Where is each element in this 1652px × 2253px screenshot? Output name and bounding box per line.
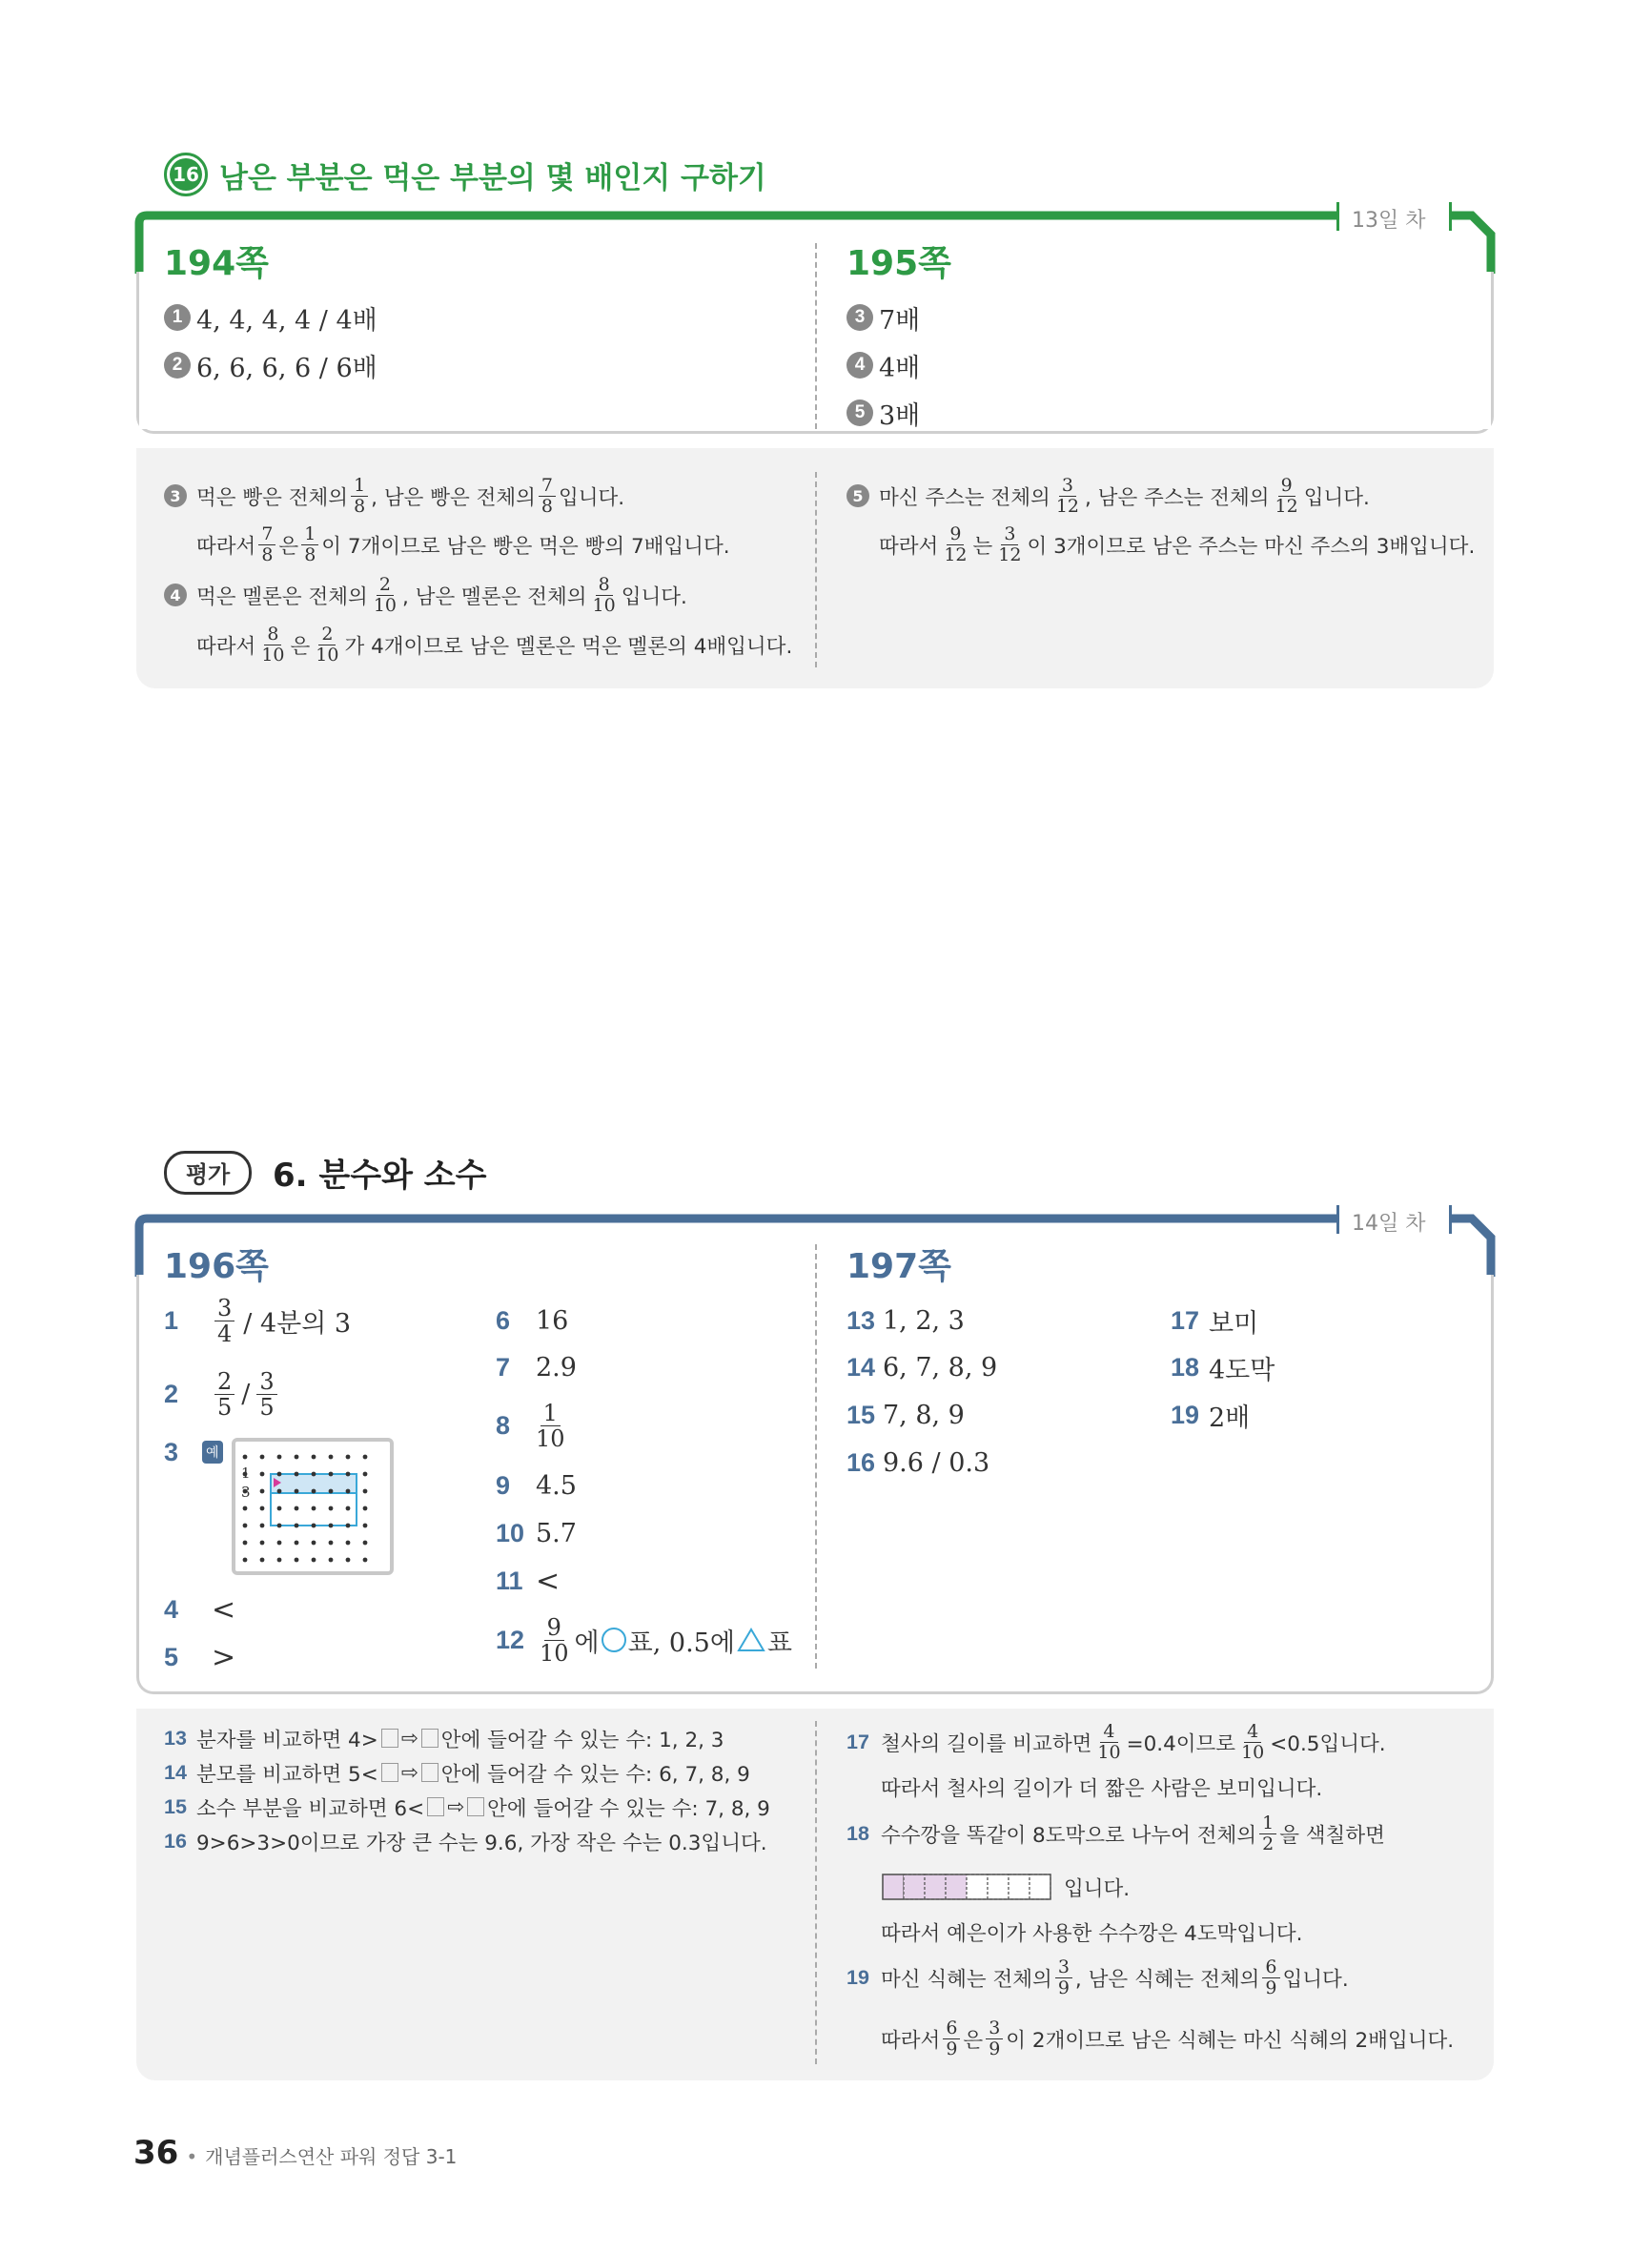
grid-dot [295,1558,299,1563]
grid-dot [277,1558,282,1563]
answers-left-16 [164,298,377,384]
grid-dot [243,1524,248,1528]
eval-answer-6: 6 16 [496,1305,569,1336]
grid-dot [277,1524,282,1528]
grid-dot [277,1472,282,1477]
page-label-194: 194쪽 [164,244,269,283]
eval-badge: 평가 [164,1151,252,1195]
grid-dot [346,1506,351,1511]
eval-answer-9: 9 4.5 [496,1470,577,1501]
explanation-17: 17 철사의 길이를 비교하면 $\frac{4}{10}$ =0.4이므로 $\frac{4}{10}$ <0.5입니다. [846,1720,1386,1763]
grid-dot [260,1558,265,1563]
answer-2: 2 6, 6, 6, 6 / 6배 [164,346,377,384]
grid-dot [243,1455,248,1460]
bar-segment [925,1874,946,1899]
stick-bar-figure [881,1872,1064,1902]
eval-answer-19: 19 2배 [1171,1400,1251,1433]
footer: 36 • 개념플러스연산 파워 정답 3-1 [133,2134,458,2172]
grid-dot [363,1489,368,1494]
grid-dot [312,1558,316,1563]
grid-dot [329,1524,334,1528]
circle-icon [602,1628,626,1652]
bar-segment [946,1874,967,1899]
day-label: 14일 차 [1352,1212,1426,1236]
page-number: 36 [133,2134,179,2172]
grid-dot [363,1455,368,1460]
bar-segment [883,1874,904,1899]
bar-segment [988,1874,1009,1899]
explanation-14: 14 분모를 비교하면 5< ⇨ 안에 들어갈 수 있는 수: 6, 7, 8, 9 [164,1760,750,1787]
answer-5: 5 3배 [846,394,920,432]
grid-dot [346,1455,351,1460]
eval-answer-16: 16 9.6 / 0.3 [846,1447,990,1478]
grid-dot [329,1472,334,1477]
eval-answer-17: 17 보미 [1171,1305,1259,1339]
grid-dot [277,1455,282,1460]
eval-answer-11: 11 < [496,1564,561,1598]
dot-grid-figure: 1 3 [232,1438,394,1575]
answer-3: 3 7배 [846,298,920,337]
eval-answer-5: 5 > [164,1640,236,1674]
grid-dot [346,1541,351,1546]
grid-dot [243,1506,248,1511]
grid-dot [312,1506,316,1511]
grid-dot [295,1524,299,1528]
bar-segment [904,1874,925,1899]
answers-right-16 [846,298,920,432]
eval-answer-2: 2 $\frac{2}{5}$ / $\frac{3}{5}$ [164,1375,280,1413]
grid-dot [277,1541,282,1546]
grid-dot [260,1472,265,1477]
grid-dot [295,1489,299,1494]
dot-grid [235,1442,390,1571]
eval-answer-1: 1 $\frac{3}{4}$ / 4분의 3 [164,1294,352,1347]
grid-dot [329,1541,334,1546]
eval-answer-13: 13 1, 2, 3 [846,1305,965,1336]
grid-dot [329,1455,334,1460]
grid-dot [243,1558,248,1563]
grid-dot [312,1524,316,1528]
grid-dot [329,1558,334,1563]
eval-answer-3: 3 예 [164,1433,223,1471]
grid-dot [260,1489,265,1494]
answer-4: 4 4배 [846,346,920,384]
grid-dot [329,1489,334,1494]
grid-dot [260,1524,265,1528]
grid-dot [295,1455,299,1460]
eval-title: 6. 분수와 소수 [273,1157,487,1195]
answer-1: 1 4, 4, 4, 4 / 4배 [164,298,377,337]
grid-dot [295,1541,299,1546]
grid-dot [312,1541,316,1546]
explanations-17-19: 17 철사의 길이를 비교하면 $\frac{4}{10}$ =0.4이므로 $\frac{4}{10}$ <0.5입니다. 따라서 철사의 길이가 더 짧은 사람은 보미입니다. 18 수수깡을 똑같이 8도막으로 나누어 전체의 $\frac{1}{2}$ 을 색칠하면 입니다. 따라서 예은이가 사용한 수수깡은 4도막입니다. 19 마신 식혜는 전체의 $\frac{3}{9}$ , 남은 식혜는 전체의 $\frac{6}{9}$ 입니다. 따라서 $\frac{6}{9}$ 은 $\frac{3}{9}$ 이 2개이므로 남은 식혜는 마신 식혜의 2배입니다. [846,1716,1454,2073]
eval-answer-10: 10 5.7 [496,1518,577,1548]
bar-segment [967,1874,988,1899]
page-label-196: 196쪽 [164,1247,269,1286]
grid-dot [260,1506,265,1511]
eval-header [164,1149,486,1196]
grid-dot [363,1506,368,1511]
grid-dot [277,1489,282,1494]
grid-dot [346,1524,351,1528]
grid-dot [363,1524,368,1528]
bar-segment [1030,1874,1050,1899]
explanation-18: 18 수수깡을 똑같이 8도막으로 나누어 전체의 $\frac{1}{2}$ 을 색칠하면 [846,1812,1385,1854]
explanation-13: 13 분자를 비교하면 4> ⇨ 안에 들어갈 수 있는 수: 1, 2, 3 [164,1726,724,1752]
grid-dot [312,1472,316,1477]
triangle-icon [737,1628,765,1652]
bar-segment [1009,1874,1030,1899]
grid-dot [346,1558,351,1563]
eval-answer-14: 14 6, 7, 8, 9 [846,1352,998,1383]
grid-dot [277,1506,282,1511]
section-title: 남은 부분은 먹은 부분의 몇 배인지 구하기 [219,160,766,195]
eval-answer-7: 7 2.9 [496,1352,577,1383]
explanation-3: 3 먹은 빵은 전체의 $\frac{1}{8}$ , 남은 빵은 전체의 $\frac{7}{8}$ 입니다. 따라서 $\frac{7}{8}$ 은 $\frac{1}{8}$ 이 7개이므로 남은 빵은 먹은 빵의 7배입니다. [164,472,730,569]
eval-answer-18: 18 4도막 [1171,1352,1275,1385]
grid-dot [363,1558,368,1563]
eval-answer-8: 8 $\frac{1}{10}$ [496,1399,565,1452]
explanation-4: 4 먹은 멜론은 전체의 $\frac{2}{10}$ , 남은 멜론은 전체의 $\frac{8}{10}$ 입니다. 따라서 $\frac{8}{10}$ 은 $\frac{2}{10}$ 가 4개이므로 남은 멜론은 먹은 멜론의 4배입니다. [164,570,792,669]
grid-dot [260,1541,265,1546]
explanations-13-16 [164,1721,770,1858]
grid-dot [363,1472,368,1477]
explanation-16: 16 9>6>3>0이므로 가장 큰 수는 9.6, 가장 작은 수는 0.3입니다. [164,1829,767,1855]
grid-dot [312,1489,316,1494]
section-badge: 16 [164,153,208,196]
divider [815,243,817,429]
grid-dot [329,1506,334,1511]
page-label-195: 195쪽 [846,244,951,283]
eval-answer-4: 4 < [164,1592,236,1627]
section-16-header [164,153,766,196]
grid-dot [346,1472,351,1477]
eval-answer-12: 12 $\frac{9}{10}$ 에 표, 0.5에 표 [496,1613,793,1667]
grid-dot [312,1455,316,1460]
grid-dot [295,1506,299,1511]
eval-answer-15: 15 7, 8, 9 [846,1400,965,1430]
explanation-19: 19 마신 식혜는 전체의 $\frac{3}{9}$ , 남은 식혜는 전체의 $\frac{6}{9}$ 입니다. [846,1956,1349,1998]
page-label-197: 197쪽 [846,1247,951,1286]
grid-dot [363,1541,368,1546]
grid-dot [346,1489,351,1494]
grid-dot [243,1541,248,1546]
grid-dot [295,1472,299,1477]
explanation-5: 5 마신 주스는 전체의 $\frac{3}{12}$ , 남은 주스는 전체의 $\frac{9}{12}$ 입니다. 따라서 $\frac{9}{12}$ 는 $\frac{3}{12}$ 이 3개이므로 남은 주스는 마신 주스의 3배입니다. [846,472,1475,569]
book-title: 개념플러스연산 파워 정답 3-1 [205,2145,458,2168]
explanation-15: 15 소수 부분을 비교하면 6< ⇨ 안에 들어갈 수 있는 수: 7, 8, 9 [164,1794,770,1821]
grid-dot [260,1455,265,1460]
day-label: 13일 차 [1352,209,1426,233]
